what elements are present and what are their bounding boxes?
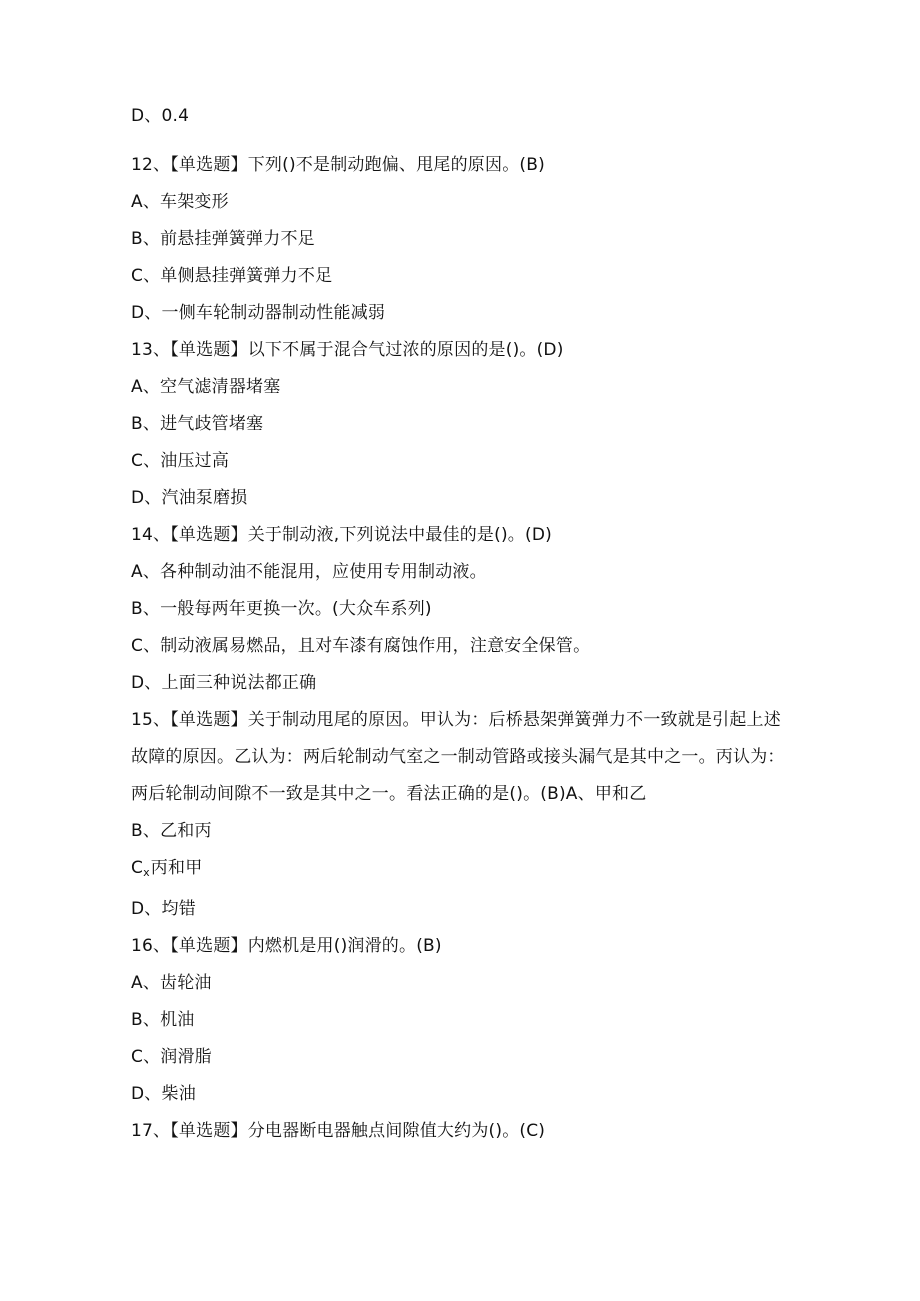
option-c-q14: C、制动液属易燃品，且对车漆有腐蚀作用，注意安全保管。	[131, 636, 591, 656]
option-d-q13: D、汽油泵磨损	[131, 488, 248, 508]
option-a-q16: A、齿轮油	[131, 973, 212, 993]
question-17: 17、【单选题】分电器断电器触点间隙值大约为()。(C)	[131, 1121, 546, 1141]
option-a-q14: A、各种制动油不能混用，应使用专用制动液。	[131, 562, 487, 582]
question-16: 16、【单选题】内燃机是用()润滑的。(B)	[131, 936, 442, 956]
option-d-q15: D、均错	[131, 899, 196, 919]
option-c-letter: C	[131, 858, 144, 878]
question-12: 12、【单选题】下列()不是制动跑偏、甩尾的原因。(B)	[131, 155, 545, 175]
option-d-q11: D、0.4	[131, 106, 190, 126]
option-c-q12: C、单侧悬挂弹簧弹力不足	[131, 266, 333, 286]
option-b-q13: B、进气歧管堵塞	[131, 414, 264, 434]
option-b-q14: B、一般每两年更换一次。(大众车系列)	[131, 599, 432, 619]
option-c-q15	[131, 850, 791, 891]
option-b-q16: B、机油	[131, 1010, 195, 1030]
option-c-q16: C、润滑脂	[131, 1047, 212, 1067]
question-15: 15、【单选题】关于制动甩尾的原因。甲认为：后桥悬架弹簧弹力不一致就是引起上述故障的原因。乙认为：两后轮制动气室之一制动管路或接头漏气是其中之一。丙认为：两后轮制动间隙不一致是其中之一。看法正确的是()。(B)A、甲和乙	[131, 710, 785, 804]
question-list	[131, 98, 791, 1150]
option-b-q12: B、前悬挂弹簧弹力不足	[131, 229, 315, 249]
option-a-q12: A、车架变形	[131, 192, 229, 212]
option-c-subscript: x	[143, 866, 150, 879]
option-d-q16: D、柴油	[131, 1084, 196, 1104]
option-c-text: 丙和甲	[150, 858, 203, 878]
question-13: 13、【单选题】以下不属于混合气过浓的原因的是()。(D)	[131, 340, 564, 360]
option-b-q15: B、乙和丙	[131, 821, 212, 841]
option-c-q13: C、油压过高	[131, 451, 230, 471]
option-d-q14: D、上面三种说法都正确	[131, 673, 317, 693]
option-d-q12: D、一侧车轮制动器制动性能减弱	[131, 303, 386, 323]
question-14: 14、【单选题】关于制动液,下列说法中最佳的是()。(D)	[131, 525, 552, 545]
option-a-q13: A、空气滤清器堵塞	[131, 377, 281, 397]
